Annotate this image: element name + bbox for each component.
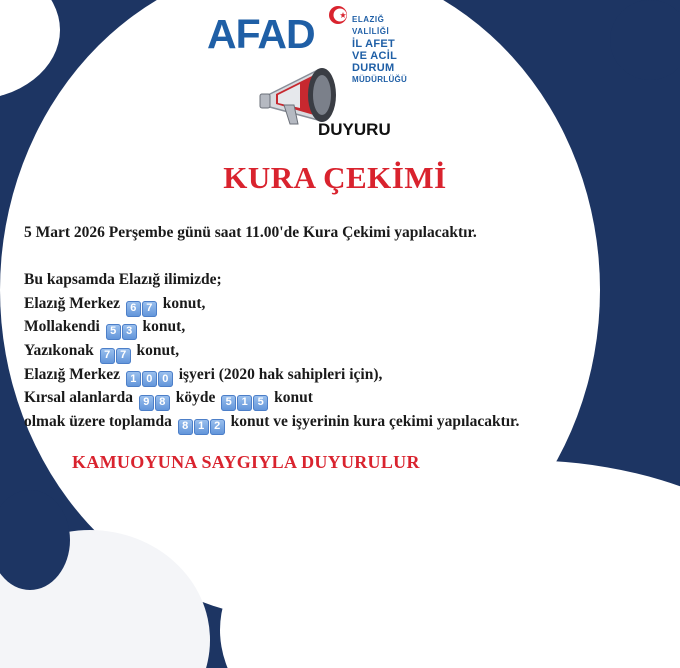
list-item: Mollakendi 5 3 konut, <box>24 315 644 339</box>
date-line: 5 Mart 2026 Perşembe günü saat 11.00'de Kura Çekimi yapılacaktır. <box>24 224 477 241</box>
number-digit: 1 <box>194 419 209 435</box>
number-badge <box>178 419 225 435</box>
logo-wordmark: AFAD <box>207 11 315 57</box>
rural-line: Kırsal alanlarda 9 8 köyde 5 1 5 konut <box>24 386 644 410</box>
number-digit: 7 <box>100 348 115 364</box>
number-digit: 7 <box>142 301 157 317</box>
number-badge <box>126 301 157 317</box>
number-digit: 0 <box>142 371 157 387</box>
number-digit: 5 <box>253 395 268 411</box>
number-badge <box>139 395 170 411</box>
number-digit: 5 <box>221 395 236 411</box>
crescent-star-icon <box>328 5 348 25</box>
closing-statement: KAMUOYUNA SAYGIYLA DUYURULUR <box>72 452 420 472</box>
org-line-2: İL AFET VE ACİL DURUM <box>352 38 397 74</box>
list-item: Yazıkonak 7 7 konut, <box>24 339 644 363</box>
number-digit: 3 <box>122 324 137 340</box>
number-digit: 8 <box>155 395 170 411</box>
list-item: Elazığ Merkez 6 7 konut, <box>24 292 644 316</box>
number-digit: 2 <box>210 419 225 435</box>
announcement-label: DUYURU <box>318 120 391 139</box>
org-line-3: MÜDÜRLÜĞÜ <box>352 75 408 84</box>
org-line-1: ELAZIĞ VALİLİĞİ <box>352 15 390 36</box>
page-title <box>0 160 680 196</box>
number-digit: 9 <box>139 395 154 411</box>
number-digit: 8 <box>178 419 193 435</box>
title-text: KURA ÇEKİMİ <box>223 160 447 195</box>
number-digit: 6 <box>126 301 141 317</box>
number-badge <box>106 324 137 340</box>
number-digit: 7 <box>116 348 131 364</box>
number-digit: 0 <box>158 371 173 387</box>
number-digit: 1 <box>237 395 252 411</box>
total-line: olmak üzere toplamda 8 1 2 konut ve işyerinin kura çekimi yapılacaktır. <box>24 410 644 434</box>
announcement-body <box>24 221 644 433</box>
number-digit: 5 <box>106 324 121 340</box>
number-badge <box>126 371 173 387</box>
number-badge <box>221 395 268 411</box>
number-badge <box>100 348 131 364</box>
intro-line: Bu kapsamda Elazığ ilimizde; <box>24 271 222 289</box>
number-digit: 1 <box>126 371 141 387</box>
list-item: Elazığ Merkez 1 0 0 işyeri (2020 hak sahipleri için), <box>24 363 644 387</box>
